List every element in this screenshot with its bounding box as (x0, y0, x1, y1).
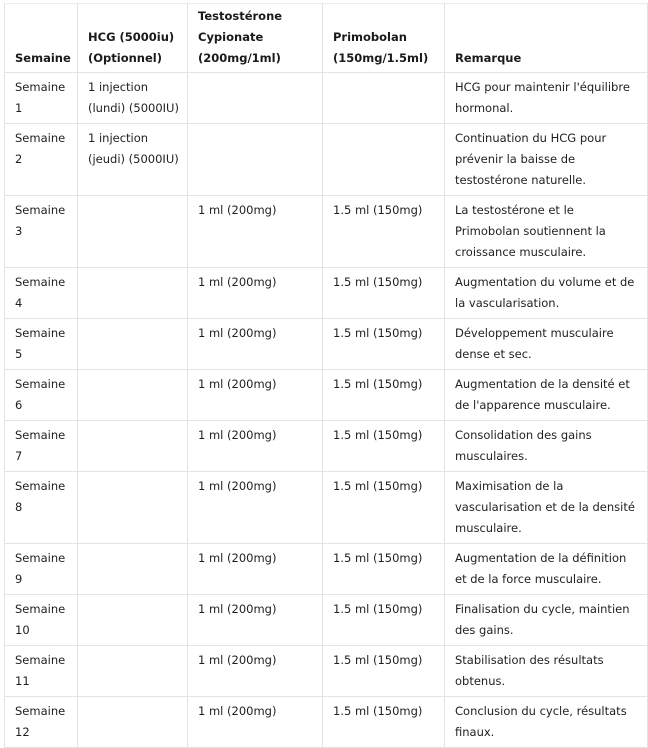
table-header (5, 4, 648, 73)
cell-semaine: Semaine 10 (5, 595, 78, 646)
table-row (5, 268, 648, 319)
cell-hcg (78, 544, 188, 595)
cell-semaine: Semaine 5 (5, 319, 78, 370)
table-row (5, 472, 648, 544)
cell-hcg (78, 370, 188, 421)
header-semaine: Semaine (5, 4, 78, 73)
cell-hcg (78, 595, 188, 646)
cell-hcg: 1 injection (jeudi) (5000IU) (78, 124, 188, 196)
cell-primobolan: 1.5 ml (150mg) (323, 196, 445, 268)
cell-remarque: Consolidation des gains musculaires. (445, 421, 648, 472)
cell-hcg (78, 646, 188, 697)
header-primobolan: Primobolan (150mg/1.5ml) (323, 4, 445, 73)
cell-remarque: Augmentation de la densité et de l'apparence musculaire. (445, 370, 648, 421)
cell-hcg (78, 196, 188, 268)
cell-primobolan: 1.5 ml (150mg) (323, 370, 445, 421)
cell-primobolan (323, 73, 445, 124)
cell-semaine: Semaine 9 (5, 544, 78, 595)
table-row (5, 73, 648, 124)
cell-testosterone: 1 ml (200mg) (188, 196, 323, 268)
cell-primobolan: 1.5 ml (150mg) (323, 268, 445, 319)
header-remarque: Remarque (445, 4, 648, 73)
cell-testosterone: 1 ml (200mg) (188, 319, 323, 370)
cell-semaine: Semaine 3 (5, 196, 78, 268)
cell-testosterone: 1 ml (200mg) (188, 472, 323, 544)
cell-remarque: Stabilisation des résultats obtenus. (445, 646, 648, 697)
cell-remarque: Augmentation du volume et de la vascularisation. (445, 268, 648, 319)
cell-primobolan: 1.5 ml (150mg) (323, 646, 445, 697)
cell-testosterone: 1 ml (200mg) (188, 646, 323, 697)
cell-primobolan: 1.5 ml (150mg) (323, 544, 445, 595)
table-row (5, 421, 648, 472)
cell-remarque: Continuation du HCG pour prévenir la baisse de testostérone naturelle. (445, 124, 648, 196)
cell-primobolan: 1.5 ml (150mg) (323, 421, 445, 472)
header-testosterone: Testostérone Cypionate (200mg/1ml) (188, 4, 323, 73)
cell-remarque: Finalisation du cycle, maintien des gains. (445, 595, 648, 646)
cell-semaine: Semaine 7 (5, 421, 78, 472)
cell-primobolan: 1.5 ml (150mg) (323, 697, 445, 748)
header-row (5, 4, 648, 73)
cell-remarque: Développement musculaire dense et sec. (445, 319, 648, 370)
cell-semaine: Semaine 12 (5, 697, 78, 748)
cell-testosterone: 1 ml (200mg) (188, 370, 323, 421)
cell-primobolan (323, 124, 445, 196)
cell-semaine: Semaine 11 (5, 646, 78, 697)
cell-remarque: La testostérone et le Primobolan soutiennent la croissance musculaire. (445, 196, 648, 268)
cell-semaine: Semaine 8 (5, 472, 78, 544)
table-container (4, 3, 647, 748)
table-row (5, 319, 648, 370)
cell-semaine: Semaine 1 (5, 73, 78, 124)
cell-remarque: HCG pour maintenir l'équilibre hormonal. (445, 73, 648, 124)
cell-remarque: Maximisation de la vascularisation et de la densité musculaire. (445, 472, 648, 544)
table-row (5, 124, 648, 196)
cell-testosterone (188, 124, 323, 196)
cell-testosterone (188, 73, 323, 124)
header-hcg: HCG (5000iu) (Optionnel) (78, 4, 188, 73)
cell-remarque: Augmentation de la définition et de la force musculaire. (445, 544, 648, 595)
cell-primobolan: 1.5 ml (150mg) (323, 472, 445, 544)
table-row (5, 370, 648, 421)
cell-hcg (78, 421, 188, 472)
cell-primobolan: 1.5 ml (150mg) (323, 319, 445, 370)
cell-testosterone: 1 ml (200mg) (188, 544, 323, 595)
cell-hcg (78, 268, 188, 319)
cell-semaine: Semaine 6 (5, 370, 78, 421)
table-row (5, 544, 648, 595)
table-body (5, 73, 648, 748)
table-row (5, 595, 648, 646)
cell-semaine: Semaine 2 (5, 124, 78, 196)
cell-primobolan: 1.5 ml (150mg) (323, 595, 445, 646)
cell-testosterone: 1 ml (200mg) (188, 595, 323, 646)
cell-semaine: Semaine 4 (5, 268, 78, 319)
table-row (5, 646, 648, 697)
cell-testosterone: 1 ml (200mg) (188, 268, 323, 319)
cell-remarque: Conclusion du cycle, résultats finaux. (445, 697, 648, 748)
cell-testosterone: 1 ml (200mg) (188, 421, 323, 472)
cell-hcg (78, 319, 188, 370)
cell-hcg (78, 472, 188, 544)
cell-testosterone: 1 ml (200mg) (188, 697, 323, 748)
cycle-table (4, 3, 648, 748)
table-row (5, 196, 648, 268)
cell-hcg: 1 injection (lundi) (5000IU) (78, 73, 188, 124)
